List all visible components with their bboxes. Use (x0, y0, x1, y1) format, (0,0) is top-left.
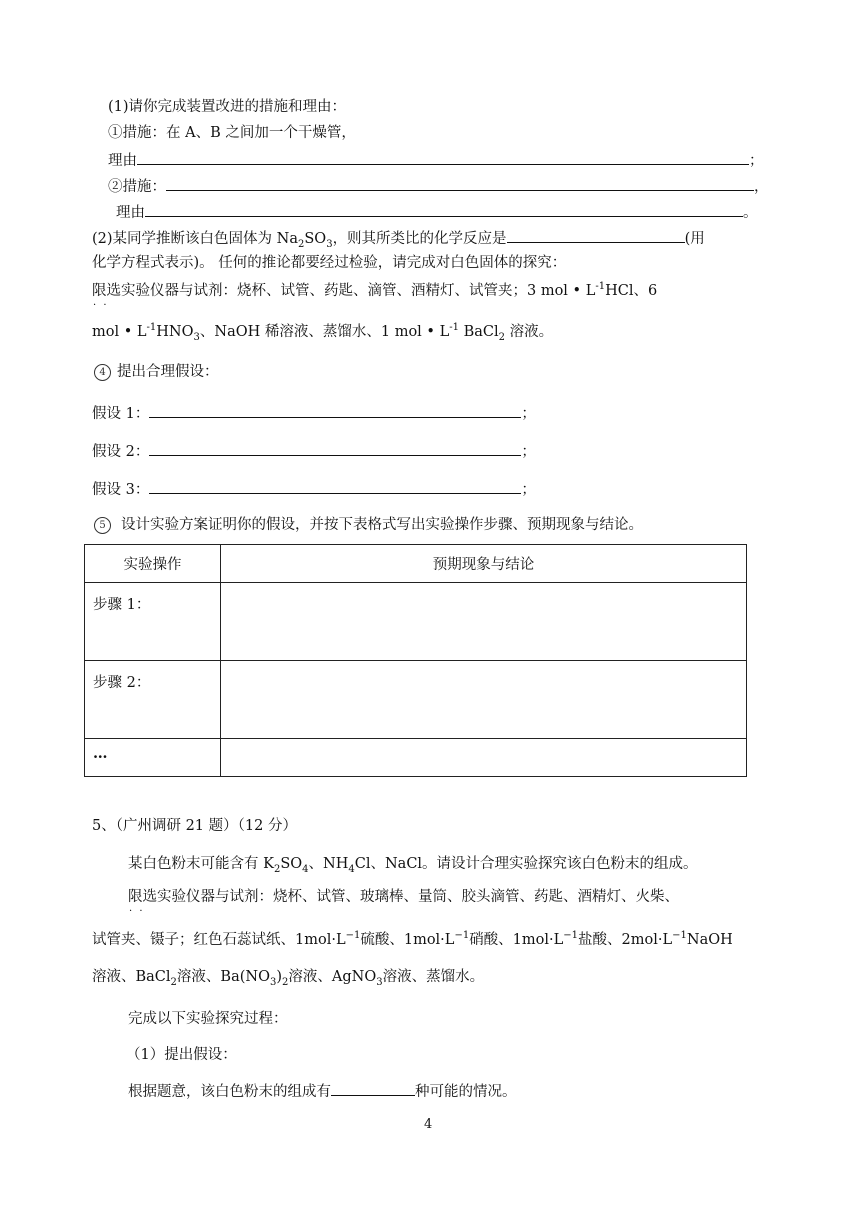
problem5-step1: （1）提出假设： (126, 1047, 237, 1063)
semicolon: ； (749, 153, 764, 169)
q2-line4 (92, 322, 553, 342)
q2-reagents-g: 溶液。 (505, 324, 554, 340)
intro-a: 某白色粉末可能含有 K (128, 856, 274, 872)
step-label: 步骤 1： (93, 597, 151, 613)
header-phenomenon: 预期现象与结论 (221, 545, 747, 583)
answer-cell[interactable] (221, 661, 747, 739)
sup: -1 (146, 322, 157, 334)
q2-line1 (92, 227, 705, 249)
step-cell (85, 661, 221, 739)
q1-measure1: ①措施：在 A、B 之间加一个干燥管， (108, 125, 356, 141)
count-b: 种可能的情况。 (415, 1084, 517, 1100)
intro-c: 、NH (308, 856, 349, 872)
hypothesis-blank[interactable] (149, 478, 521, 494)
hypothesis-label: 假设 2： (92, 444, 150, 460)
sub: 3 (326, 238, 333, 250)
q1-reason2-line (116, 201, 758, 223)
sub: 2 (170, 976, 177, 988)
step-cell (85, 739, 221, 777)
q1-reason1-line (108, 149, 764, 171)
q2-reagents-a: 实验仪器与试剂：烧杯、试管、药匙、滴管、酒精灯、试管夹；3 mol • L (121, 283, 596, 299)
q1-title: (1)请你完成装置改进的措施和理由： (108, 99, 347, 115)
period: 。 (743, 205, 758, 221)
step-label: … (93, 745, 108, 762)
intro-d: Cl、NaCl。请设计合理实验探究该白色粉末的组成。 (354, 856, 698, 872)
reason-label: 理由 (116, 205, 145, 221)
circled-number-4: 4 (94, 364, 111, 381)
q2-reagents-e: 、NaOH 稀溶液、蒸馏水、1 mol • L (199, 324, 450, 340)
q2-text-d: (用 (684, 231, 705, 247)
solutions-a: 溶液、BaCl (92, 969, 171, 985)
hypothesis-2 (92, 440, 536, 462)
semicolon: ； (521, 406, 536, 422)
sup: −1 (563, 930, 579, 942)
sub: 3 (376, 976, 383, 988)
solutions-c: ) (276, 969, 283, 985)
sup: -1 (595, 281, 606, 293)
count-a: 根据题意，该白色粉末的组成有 (128, 1084, 331, 1100)
sub: 3 (269, 976, 277, 988)
step-cell (85, 583, 221, 661)
table-row (85, 739, 747, 777)
measure2-label: ②措施： (108, 179, 166, 195)
sub: 2 (297, 238, 305, 250)
problem5-limit (128, 887, 679, 907)
sup: −1 (672, 930, 687, 942)
hypothesis-1 (92, 402, 536, 424)
sub: 4 (302, 863, 309, 875)
sub: 4 (348, 863, 355, 875)
sup: -1 (449, 322, 459, 334)
step4-text: 提出合理假设： (117, 364, 219, 380)
table-row (85, 583, 747, 661)
problem5-count (128, 1080, 517, 1102)
q2-line2: 化学方程式表示)。 任何的推论都要经过检验，请完成对白色固体的探究： (92, 255, 567, 271)
sub: 2 (498, 331, 505, 343)
reaction-blank[interactable] (507, 227, 685, 243)
table-header-row (85, 545, 747, 583)
reason2-blank[interactable] (145, 201, 743, 217)
limit-text: 实验仪器与试剂：烧杯、试管、玻璃棒、量筒、胶头滴管、药匙、酒精灯、火柴、 (157, 889, 679, 905)
sup: −1 (454, 930, 470, 942)
header-operation: 实验操作 (85, 545, 221, 583)
step-label: 步骤 2： (93, 675, 151, 691)
problem5-complete: 完成以下实验探究过程： (128, 1011, 288, 1027)
problem5-solutions (92, 967, 484, 987)
q2-reagents-b: HCl、6 (605, 283, 658, 299)
q2-text-b: SO (304, 231, 327, 247)
circled-number-5: 5 (94, 517, 111, 534)
q2-reagents-d: HNO (156, 324, 194, 340)
problem5-heading: 5、（广州调研 21 题）（12 分） (92, 818, 297, 834)
problem5-reagents (92, 930, 733, 950)
table-row (85, 661, 747, 739)
reagents-d: 盐酸、2mol·L (578, 932, 673, 948)
q2-text-c: ，则其所类比的化学反应是 (332, 231, 507, 247)
experiment-table (84, 544, 747, 777)
sub: 2 (273, 863, 281, 875)
q1-measure2-line (108, 175, 769, 197)
hypothesis-blank[interactable] (149, 440, 521, 456)
reagents-a: 试管夹、镊子；红色石蕊试纸、1mol·L (92, 932, 346, 948)
intro-b: SO (280, 856, 303, 872)
sub: 3 (193, 331, 200, 343)
answer-cell[interactable] (221, 739, 747, 777)
semicolon: ； (521, 482, 536, 498)
hypothesis-3 (92, 478, 536, 500)
reagents-b: 硫酸、1mol·L (360, 932, 455, 948)
problem5-intro (128, 854, 698, 874)
solutions-e: 溶液、蒸馏水。 (382, 969, 485, 985)
solutions-d: 溶液、AgNO (288, 969, 377, 985)
step5-text: 设计实验方案证明你的假设，并按下表格式写出实验操作步骤、预期现象与结论。 (121, 517, 643, 533)
hypothesis-blank[interactable] (149, 402, 521, 418)
comma: ， (754, 179, 769, 195)
count-blank[interactable] (331, 1080, 415, 1096)
step4-line (94, 362, 219, 382)
q2-reagents-f: BaCl (458, 324, 499, 340)
sub: 2 (282, 976, 289, 988)
q2-line3 (92, 281, 657, 301)
solutions-b: 溶液、Ba(NO (176, 969, 270, 985)
q2-text-a: (2)某同学推断该白色固体为 Na (92, 231, 298, 247)
reagents-e: NaOH (686, 932, 733, 948)
sup: −1 (345, 930, 361, 942)
emphasis-prefix: 限选 · · (92, 283, 121, 299)
emphasis-prefix: 限选 · · (128, 889, 157, 905)
measure2-blank[interactable] (166, 175, 754, 191)
reagents-c: 硝酸、1mol·L (469, 932, 564, 948)
q2-reagents-c: mol • L (92, 324, 147, 340)
reason1-blank[interactable] (137, 149, 749, 165)
hypothesis-label: 假设 3： (92, 482, 150, 498)
page-number: 4 (424, 1117, 433, 1132)
answer-cell[interactable] (221, 583, 747, 661)
step5-line (94, 515, 643, 535)
reason-label: 理由 (108, 153, 137, 169)
semicolon: ； (521, 444, 536, 460)
hypothesis-label: 假设 1： (92, 406, 150, 422)
